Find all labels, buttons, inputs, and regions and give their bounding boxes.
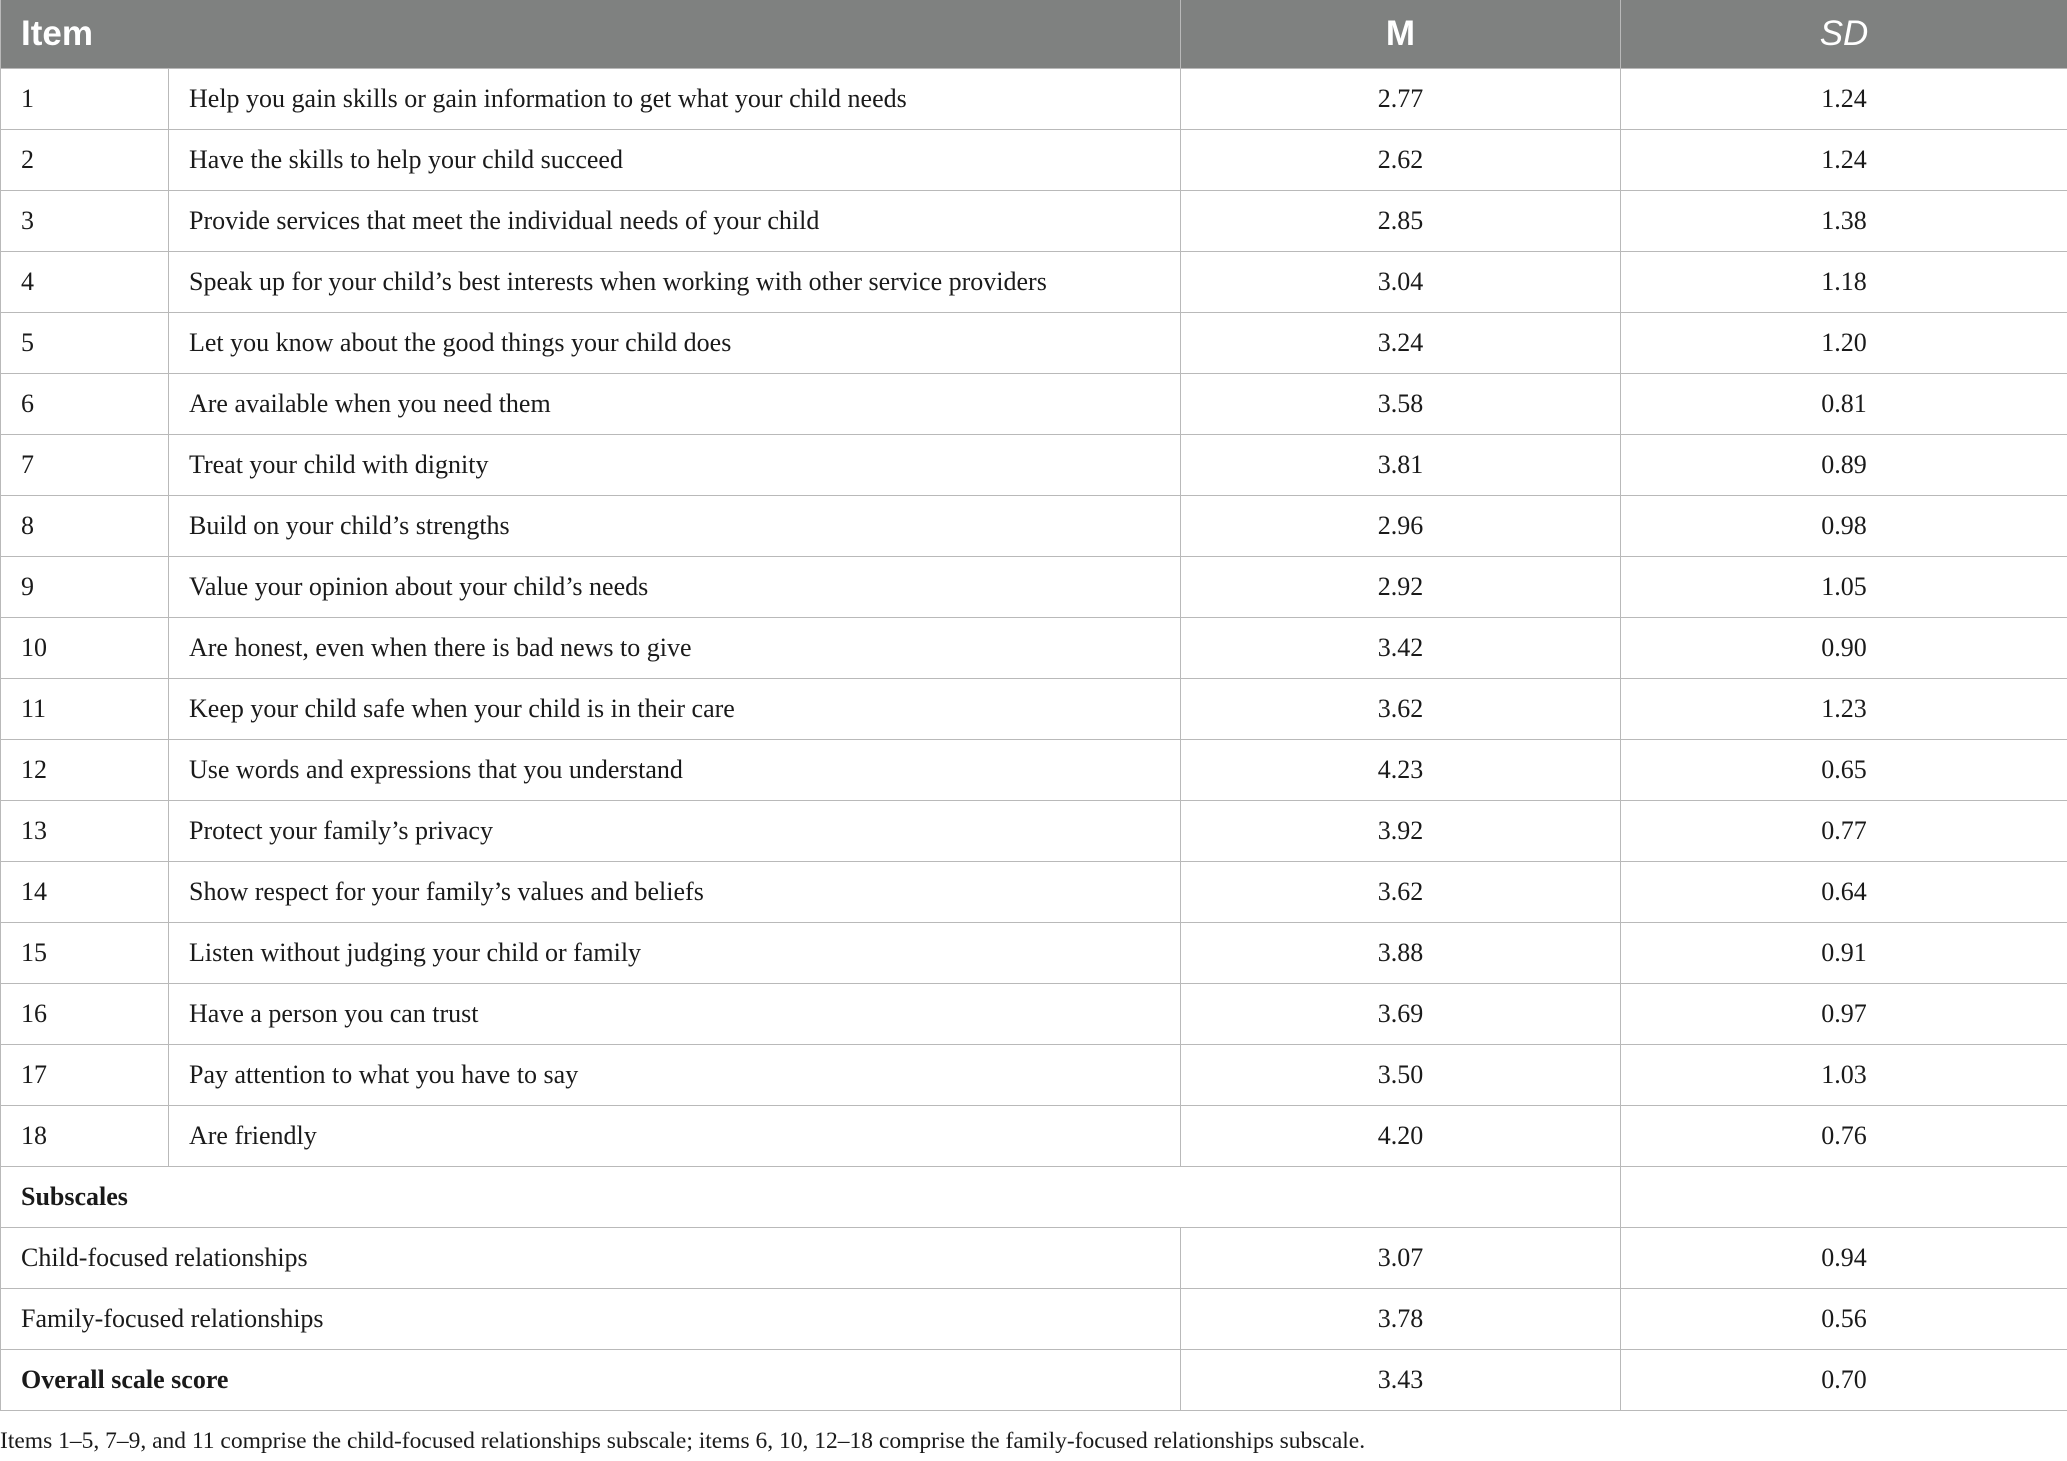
item-description: Have a person you can trust	[169, 984, 1181, 1045]
table-row	[1, 191, 2067, 252]
table-row	[1, 557, 2067, 618]
item-sd: 1.05	[1621, 557, 2067, 618]
item-sd: 1.38	[1621, 191, 2067, 252]
overall-sd: 0.70	[1621, 1350, 2067, 1411]
table-row	[1, 618, 2067, 679]
table-row	[1, 435, 2067, 496]
item-description: Help you gain skills or gain information to get what your child needs	[169, 69, 1181, 130]
item-mean: 3.92	[1181, 801, 1621, 862]
item-mean: 3.69	[1181, 984, 1621, 1045]
item-sd: 1.18	[1621, 252, 2067, 313]
table-row	[1, 679, 2067, 740]
item-description: Use words and expressions that you understand	[169, 740, 1181, 801]
item-description: Are honest, even when there is bad news to give	[169, 618, 1181, 679]
item-mean: 3.88	[1181, 923, 1621, 984]
item-number: 9	[1, 557, 169, 618]
table-row	[1, 1045, 2067, 1106]
item-description: Speak up for your child’s best interests when working with other service providers	[169, 252, 1181, 313]
subscale-sd: 0.56	[1621, 1289, 2067, 1350]
item-number: 15	[1, 923, 169, 984]
overall-label: Overall scale score	[1, 1350, 1181, 1411]
item-mean: 3.04	[1181, 252, 1621, 313]
header-m: M	[1181, 0, 1621, 69]
item-sd: 1.23	[1621, 679, 2067, 740]
item-description: Pay attention to what you have to say	[169, 1045, 1181, 1106]
item-sd: 1.24	[1621, 69, 2067, 130]
header-row	[1, 0, 2067, 69]
item-number: 14	[1, 862, 169, 923]
item-mean: 2.77	[1181, 69, 1621, 130]
item-number: 1	[1, 69, 169, 130]
item-sd: 0.89	[1621, 435, 2067, 496]
item-number: 16	[1, 984, 169, 1045]
item-sd: 0.77	[1621, 801, 2067, 862]
item-description: Provide services that meet the individual needs of your child	[169, 191, 1181, 252]
item-sd: 1.20	[1621, 313, 2067, 374]
subscale-m: 3.78	[1181, 1289, 1621, 1350]
item-sd: 0.97	[1621, 984, 2067, 1045]
subscales-label: Subscales	[1, 1167, 1621, 1228]
table-row	[1, 862, 2067, 923]
item-mean: 3.81	[1181, 435, 1621, 496]
item-description: Listen without judging your child or family	[169, 923, 1181, 984]
table-row	[1, 496, 2067, 557]
item-number: 4	[1, 252, 169, 313]
item-sd: 1.03	[1621, 1045, 2067, 1106]
header-sd: SD	[1621, 0, 2067, 69]
item-mean: 3.24	[1181, 313, 1621, 374]
item-mean: 4.23	[1181, 740, 1621, 801]
item-description: Value your opinion about your child’s needs	[169, 557, 1181, 618]
table-row	[1, 69, 2067, 130]
item-mean: 2.62	[1181, 130, 1621, 191]
header-item: Item	[1, 0, 1181, 69]
item-number: 10	[1, 618, 169, 679]
item-mean: 2.96	[1181, 496, 1621, 557]
item-sd: 0.90	[1621, 618, 2067, 679]
overall-m: 3.43	[1181, 1350, 1621, 1411]
item-sd: 0.76	[1621, 1106, 2067, 1167]
item-number: 8	[1, 496, 169, 557]
subscale-row	[1, 1289, 2067, 1350]
item-number: 18	[1, 1106, 169, 1167]
item-number: 5	[1, 313, 169, 374]
item-number: 11	[1, 679, 169, 740]
item-mean: 2.85	[1181, 191, 1621, 252]
table-row	[1, 923, 2067, 984]
item-mean: 4.20	[1181, 1106, 1621, 1167]
item-number: 7	[1, 435, 169, 496]
table-row	[1, 740, 2067, 801]
item-description: Have the skills to help your child succeed	[169, 130, 1181, 191]
item-description: Protect your family’s privacy	[169, 801, 1181, 862]
item-mean: 3.58	[1181, 374, 1621, 435]
table-row	[1, 374, 2067, 435]
subscale-label: Child-focused relationships	[1, 1228, 1181, 1289]
item-description: Let you know about the good things your child does	[169, 313, 1181, 374]
subscale-m: 3.07	[1181, 1228, 1621, 1289]
item-number: 2	[1, 130, 169, 191]
table-row	[1, 130, 2067, 191]
table-row	[1, 801, 2067, 862]
subscales-empty-cell	[1621, 1167, 2067, 1228]
table-footnote: Items 1–5, 7–9, and 11 comprise the child-focused relationships subscale; items 6, 10, 12–18 comprise the family-focused relationships subscale.	[0, 1428, 1366, 1454]
item-description: Build on your child’s strengths	[169, 496, 1181, 557]
subscale-row	[1, 1228, 2067, 1289]
item-number: 6	[1, 374, 169, 435]
overall-row	[1, 1350, 2067, 1411]
item-number: 3	[1, 191, 169, 252]
item-number: 13	[1, 801, 169, 862]
item-sd: 0.81	[1621, 374, 2067, 435]
table-row	[1, 313, 2067, 374]
item-mean: 3.42	[1181, 618, 1621, 679]
item-sd: 0.98	[1621, 496, 2067, 557]
table-row	[1, 1106, 2067, 1167]
subscale-label: Family-focused relationships	[1, 1289, 1181, 1350]
item-sd: 0.91	[1621, 923, 2067, 984]
item-sd: 0.65	[1621, 740, 2067, 801]
item-description: Show respect for your family’s values and beliefs	[169, 862, 1181, 923]
item-sd: 1.24	[1621, 130, 2067, 191]
item-description: Are available when you need them	[169, 374, 1181, 435]
item-description: Are friendly	[169, 1106, 1181, 1167]
item-mean: 3.62	[1181, 862, 1621, 923]
subscale-sd: 0.94	[1621, 1228, 2067, 1289]
item-sd: 0.64	[1621, 862, 2067, 923]
table-row	[1, 252, 2067, 313]
item-number: 17	[1, 1045, 169, 1106]
item-number: 12	[1, 740, 169, 801]
item-mean: 2.92	[1181, 557, 1621, 618]
item-description: Treat your child with dignity	[169, 435, 1181, 496]
item-mean: 3.62	[1181, 679, 1621, 740]
subscales-header-row	[1, 1167, 2067, 1228]
item-mean: 3.50	[1181, 1045, 1621, 1106]
item-description: Keep your child safe when your child is in their care	[169, 679, 1181, 740]
table-row	[1, 984, 2067, 1045]
